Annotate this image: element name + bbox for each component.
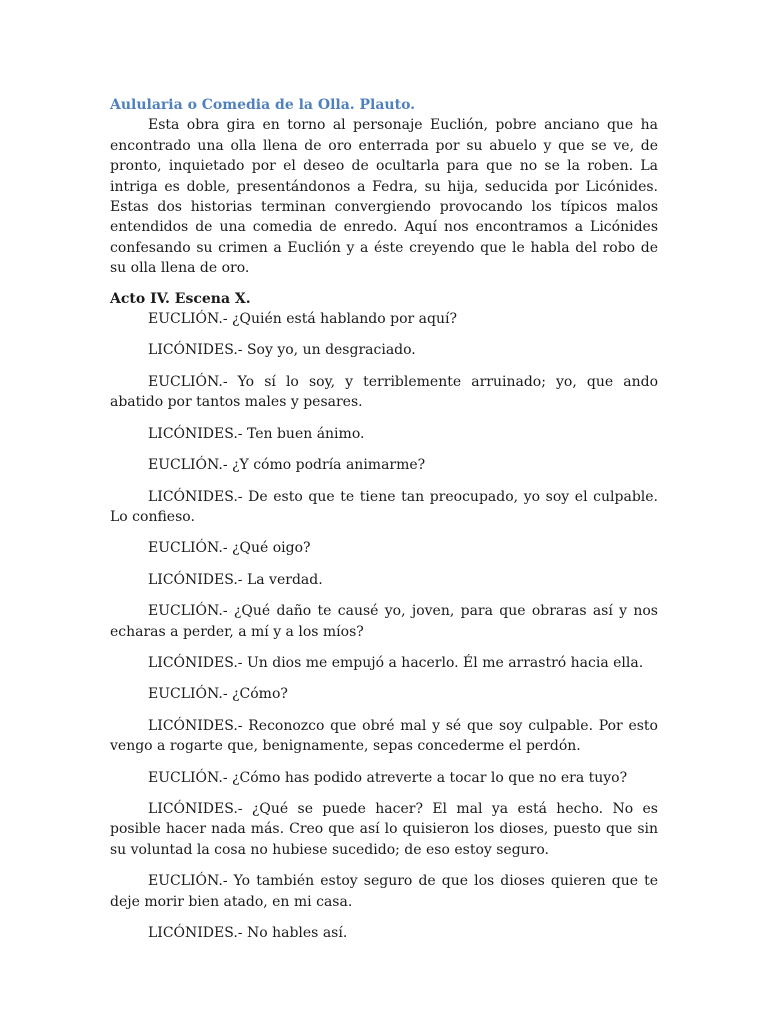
dialogue-line: LICÓNIDES.- Un dios me empujó a hacerlo. Él me arrastró hacia ella. — [148, 654, 644, 671]
dialogue-line: EUCLIÓN.- ¿Cómo has podido atreverte a tocar lo que no era tuyo? — [148, 769, 628, 786]
intro-paragraph: Esta obra gira en torno al personaje Euclión, pobre anciano que ha encontrado una olla llena de oro enterrada por su abuelo y que se ve, de pronto, inquietado por el deseo de ocultarla para que no se la roben. La intriga es doble, presentándonos a Fedra, su hija, seducida por Licónides. Estas dos historias terminan convergiendo provocando los típicos malos entendidos de una comedia de enredo. Aquí nos encontramos a Licónides confesando su crimen a Euclión y a éste creyendo que le habla del robo de su olla llena de oro. — [110, 117, 658, 277]
dialogue — [110, 309, 658, 943]
scene-heading: Acto IV. Escena X. — [110, 290, 251, 307]
dialogue-line: EUCLIÓN.- ¿Quién está hablando por aquí? — [148, 311, 457, 328]
document-page — [110, 95, 658, 954]
dialogue-line: EUCLIÓN.- ¿Qué daño te causé yo, joven, para que obraras así y nos echaras a perder, a mí y a los míos? — [110, 603, 658, 640]
dialogue-line: EUCLIÓN.- ¿Y cómo podría animarme? — [148, 457, 426, 474]
dialogue-line: EUCLIÓN.- ¿Cómo? — [148, 686, 288, 703]
dialogue-line: LICÓNIDES.- No hables así. — [148, 925, 348, 941]
dialogue-line: LICÓNIDES.- De esto que te tiene tan preocupado, yo soy el culpable. Lo confieso. — [110, 488, 658, 525]
document-title: Aulularia o Comedia de la Olla. Plauto. — [110, 97, 416, 113]
dialogue-line: LICÓNIDES.- Soy yo, un desgraciado. — [148, 342, 416, 359]
dialogue-line: EUCLIÓN.- ¿Qué oigo? — [148, 540, 311, 557]
dialogue-line: LICÓNIDES.- Reconozco que obré mal y sé que soy culpable. Por esto vengo a rogarte que, benignamente, sepas concederme el perdón. — [110, 717, 658, 755]
dialogue-line: LICÓNIDES.- La verdad. — [148, 571, 323, 588]
dialogue-line: LICÓNIDES.- Ten buen ánimo. — [148, 425, 365, 442]
dialogue-line: LICÓNIDES.- ¿Qué se puede hacer? El mal ya está hecho. No es posible hacer nada más. Creo que así lo quisieron los dioses, puesto que sin su voluntad la cosa no hubiese sucedido; de eso estoy seguro. — [110, 800, 658, 858]
dialogue-line: EUCLIÓN.- Yo sí lo soy, y terriblemente arruinado; yo, que ando abatido por tantos males y pesares. — [110, 373, 658, 411]
dialogue-line: EUCLIÓN.- Yo también estoy seguro de que los dioses quieren que te deje morir bien atado, en mi casa. — [110, 873, 658, 910]
